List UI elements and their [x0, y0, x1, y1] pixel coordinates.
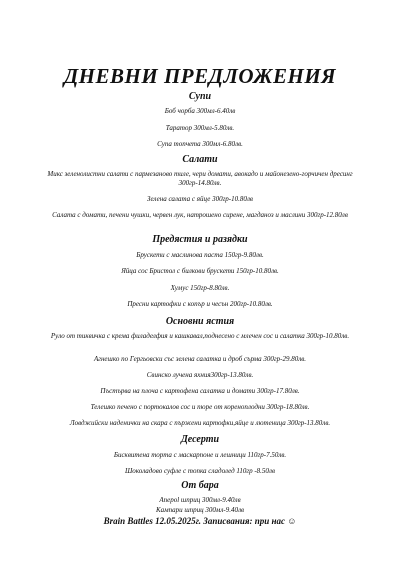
section-heading-starters: Предястия и разядки — [152, 234, 248, 245]
section-heading-salads: Салати — [182, 154, 218, 165]
menu-item: Пресни картофки с копър и чесън 200гр-10.80лв. — [127, 300, 273, 308]
menu-item: Микс зеленолистни салати с пармезаново тиле, чери домати, авокадо и майонезено-горчичен дресинг 300гр-14.80лв. — [47, 170, 353, 187]
menu-item: Боб чорба 300мл-6.40лв — [164, 107, 236, 115]
section-heading-bar: От бара — [181, 480, 219, 491]
menu-item: Супа топчета 300мл-6.80лв. — [157, 140, 243, 148]
menu-item: Брускети с маслинова паста 150гр-9.80лв. — [136, 251, 264, 259]
menu-item: Салата с домати, печени чушки, червен лук, натрошено сирене, магданоз и маслини 300гр-12.80лв — [52, 211, 348, 219]
menu-item: Шоколадово суфле с топка сладолед 110гр -8.50лв — [124, 467, 275, 475]
menu-item: Кампари шприц 300мл-9.40лв — [155, 506, 245, 514]
menu-item: Агнешко по Гергьовски със зелена салатка и дроб сърма 300гр-29.80лв. — [93, 355, 307, 363]
menu-item: Пъстърва на плоча с картофена салатка и домати 300гр-17.80лв. — [100, 387, 300, 395]
menu-item: Телешко печено с портокалов сос и пюре от кореноплодни 300гр-18.80лв. — [90, 403, 310, 411]
section-heading-mains: Основни ястия — [165, 316, 235, 327]
menu-item: Хумус 150гр-8.80лв. — [170, 284, 230, 292]
menu-item: Зелена салата с яйце 300гр-10.80лв — [147, 195, 253, 203]
menu-item: Руло от тиквичка с крема филаделфия и кашкавал,поднесено с млечен сос и салатка 300гр-10.80лв. — [50, 332, 350, 340]
menu-item: Таратор 300мл-5.80лв. — [165, 124, 235, 132]
page-title: ДНЕВНИ ПРЕДЛОЖЕНИЯ — [63, 64, 337, 88]
menu-item: Бисквитена торта с маскарпоне и лешници 110гр-7.50лв. — [113, 451, 287, 459]
section-heading-desserts: Десерти — [180, 434, 220, 445]
menu-item: Свинско лучена яхния300гр-13.80лв. — [146, 371, 254, 379]
menu-item: Яйца сос Бристол с билкови брускети 150гр-10.80лв. — [121, 267, 279, 275]
event-announcement: Brain Battles 12.05.2025г. Записвания: при нас ☺ — [103, 516, 297, 526]
menu-item: Апероl шприц 300мл-9.40лв — [159, 496, 241, 504]
menu-item: Ловджийски наденички на скара с пържени картофки,яйце и лютеница 300гр-13.80лв. — [69, 419, 331, 427]
section-heading-soups: Супи — [188, 91, 212, 102]
